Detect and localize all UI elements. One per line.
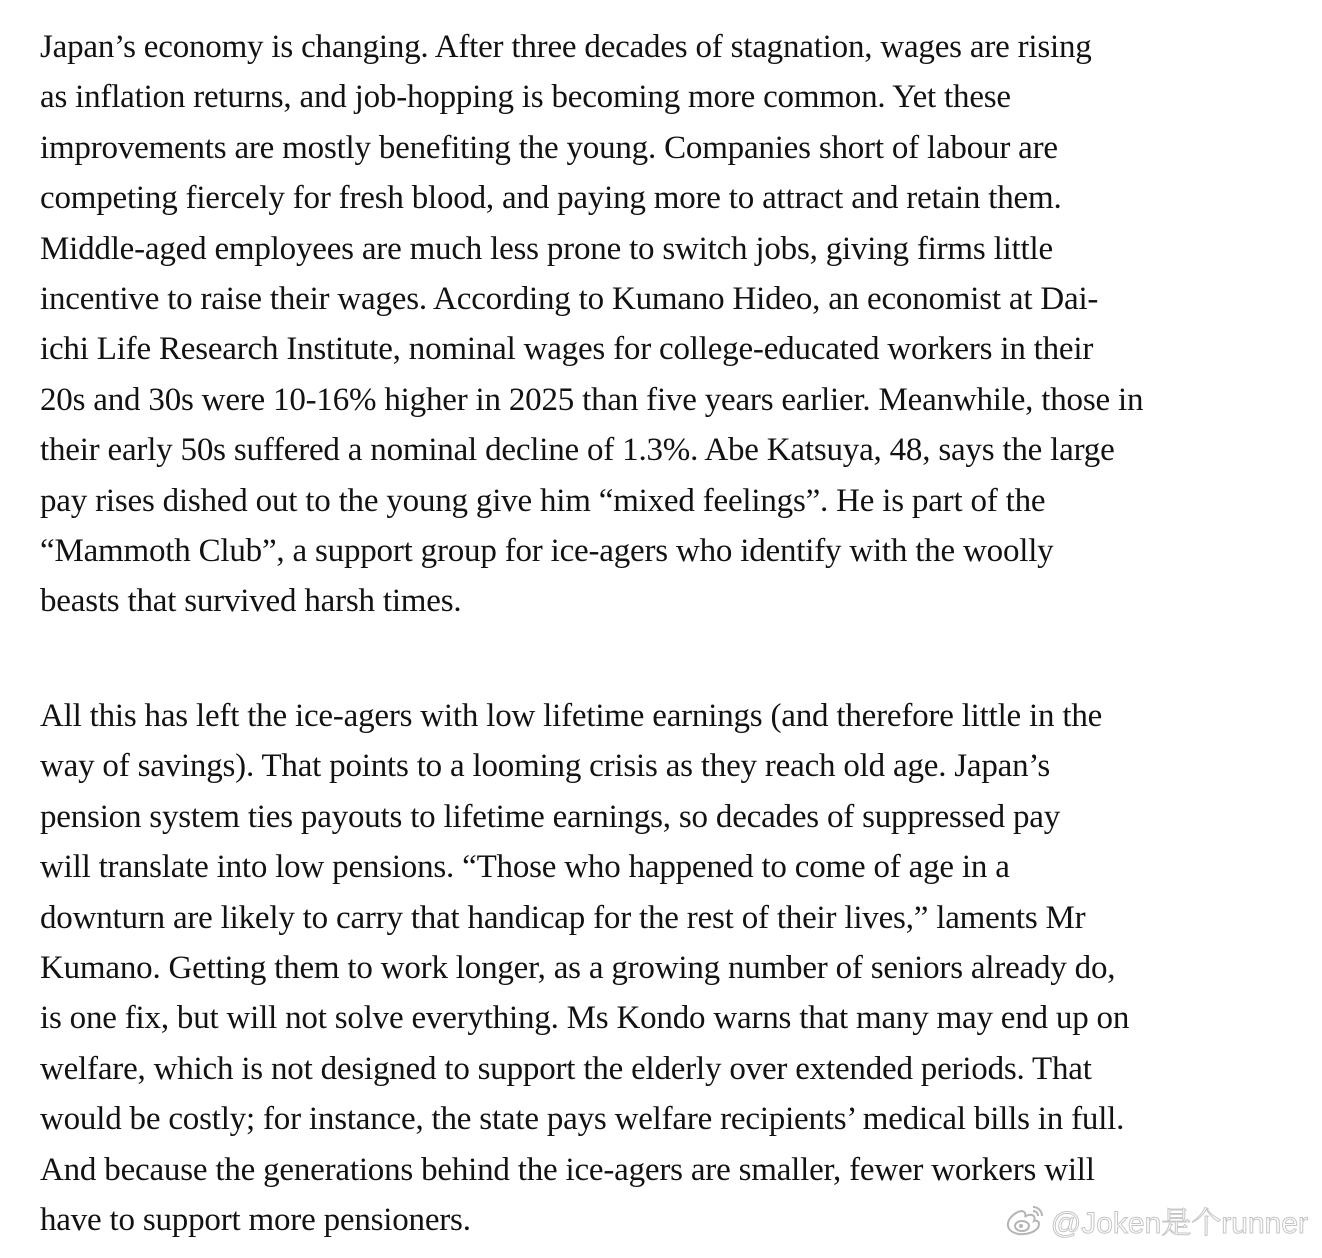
text-line: “Mammoth Club”, a support group for ice-agers who identify with the woolly [40,533,1054,570]
text-line: their early 50s suffered a nominal decline of 1.3%. Abe Katsuya, 48, says the large [40,432,1115,469]
text-line: will translate into low pensions. “Those who happened to come of age in a [40,849,1010,886]
text-line: incentive to raise their wages. According to Kumano Hideo, an economist at Dai- [40,281,1099,318]
text-line: pay rises dished out to the young give him “mixed feelings”. He is part of the [40,482,1046,519]
article-body [40,22,1302,1245]
paragraph-1 [40,22,1302,627]
text-line: And because the generations behind the ice-agers are smaller, fewer workers will [40,1151,1095,1188]
text-line: beasts that survived harsh times. [40,583,462,620]
weibo-icon [1005,1203,1045,1237]
text-line: pension system ties payouts to lifetime earnings, so decades of suppressed pay [40,798,1061,835]
text-line: ichi Life Research Institute, nominal wages for college-educated workers in their [40,331,1094,368]
text-line: 20s and 30s were 10-16% higher in 2025 than five years earlier. Meanwhile, those in [40,381,1144,418]
text-line: Japan’s economy is changing. After three decades of stagnation, wages are rising [40,29,1092,65]
paragraph-2 [40,691,1302,1245]
text-line: welfare, which is not designed to support the elderly over extended periods. That [40,1050,1092,1087]
watermark-text: @Joken是个runner [1050,1207,1308,1240]
text-line: way of savings). That points to a looming crisis as they reach old age. Japan’s [40,748,1051,785]
watermark [1005,1198,1308,1242]
text-line: is one fix, but will not solve everything. Ms Kondo warns that many may end up on [40,1000,1130,1037]
text-line: Kumano. Getting them to work longer, as a growing number of seniors already do, [40,949,1116,986]
text-line: as inflation returns, and job-hopping is becoming more common. Yet these [40,79,1011,116]
text-line: downturn are likely to carry that handicap for the rest of their lives,” laments Mr [40,899,1086,936]
text-line: have to support more pensioners. [40,1201,471,1238]
text-line: improvements are mostly benefiting the young. Companies short of labour are [40,129,1058,166]
text-line: All this has left the ice-agers with low lifetime earnings (and therefore little in the [40,697,1103,734]
text-line: competing fiercely for fresh blood, and paying more to attract and retain them. [40,180,1062,217]
text-line: would be costly; for instance, the state pays welfare recipients’ medical bills in full. [40,1101,1125,1138]
text-line: Middle-aged employees are much less prone to switch jobs, giving firms little [40,230,1053,267]
